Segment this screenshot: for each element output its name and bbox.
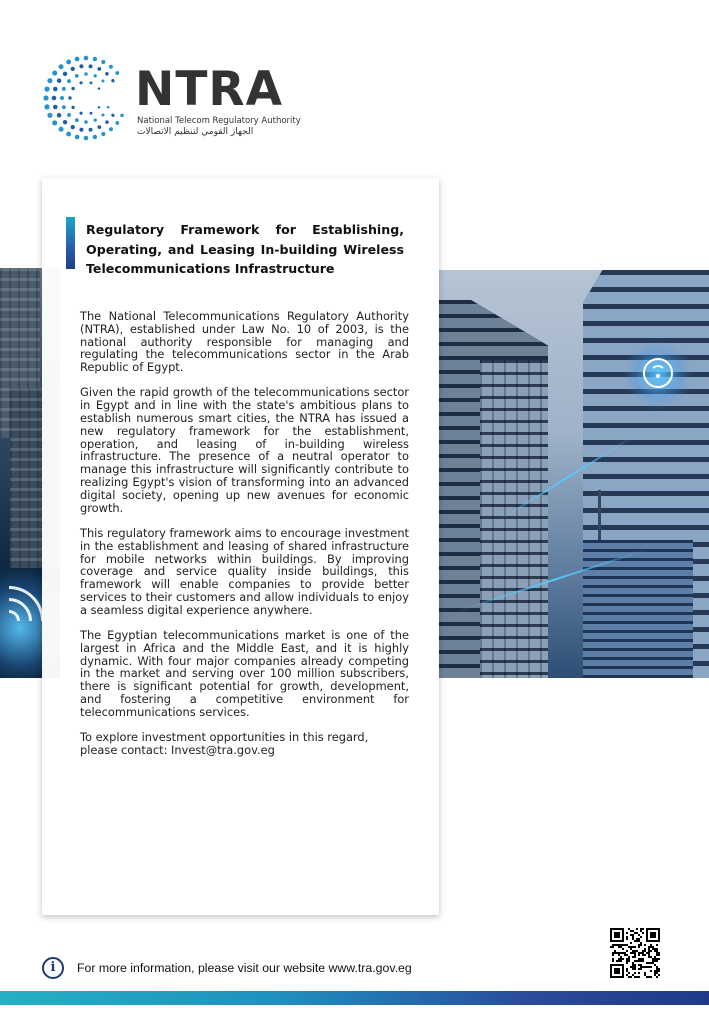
skyscraper	[583, 540, 693, 678]
ntra-logo	[40, 52, 310, 152]
ntra-dots-logo-icon	[40, 52, 132, 144]
city-image-right	[438, 270, 709, 678]
footer-info	[42, 957, 412, 979]
paragraph-market: The Egyptian telecommunications market is one of the largest in Africa and the Middle East, and it is highly dynamic. With four major companies already competing in the market and serving over 100 million subscribers, there is significant potential for growth, development, and fostering a competitive environment for telecommunications services.	[80, 628, 409, 719]
logo-subtitle-en: National Telecom Regulatory Authority	[137, 116, 301, 126]
wifi-icon	[0, 586, 44, 656]
footer-info-text[interactable]: For more information, please visit our website www.tra.gov.eg	[77, 961, 412, 975]
paragraph-intro: The National Telecommunications Regulatory Authority (NTRA), established under Law No. 10 of 2003, is the national authority responsible for managing and regulating the telecommunications sector in the Arab Republic of Egypt.	[80, 309, 409, 375]
logo-wordmark: NTRA	[135, 62, 283, 117]
paragraph-contact: To explore investment opportunities in this regard, please contact: Invest@tra.gov.eg	[80, 730, 369, 757]
paragraph-aims: This regulatory framework aims to encourage investment in the establishment and leasing of shared infrastructure for mobile networks within buildings. By improving coverage and service quality inside buildings, this framework will enable companies to provide better services to their customers and allow individuals to enjoy a seamless digital experience anywhere.	[80, 525, 409, 617]
paragraph-growth: Given the rapid growth of the telecommunications sector in Egypt and in line with the state's ambitious plans to establish numerous smart cities, the NTRA has issued a new regulatory framework for the establishment, operation, and leasing of in-building wireless infrastructure. The presence of a neutral operator to manage this infrastructure will significantly contribute to realizing Egypt's vision of transforming into an advanced digital society, opening up new avenues for economic growth.	[80, 385, 409, 515]
skyscraper-facade	[480, 360, 548, 678]
logo-subtitle-ar: الجهاز القومي لتنظيم الاتصالات	[137, 127, 254, 137]
title-accent-bar	[66, 217, 75, 269]
document-body	[80, 310, 409, 769]
document-title: Regulatory Framework for Establishing, Operating, and Leasing In-building Wireless Telecommunications Infrastructure	[86, 222, 404, 276]
qr-code-icon[interactable]	[610, 928, 660, 978]
skyscraper-spire	[598, 490, 601, 545]
content-card	[42, 178, 439, 915]
wifi-signal-icon	[643, 358, 673, 388]
info-icon: i	[42, 957, 64, 979]
footer-gradient-bar	[0, 991, 709, 1005]
